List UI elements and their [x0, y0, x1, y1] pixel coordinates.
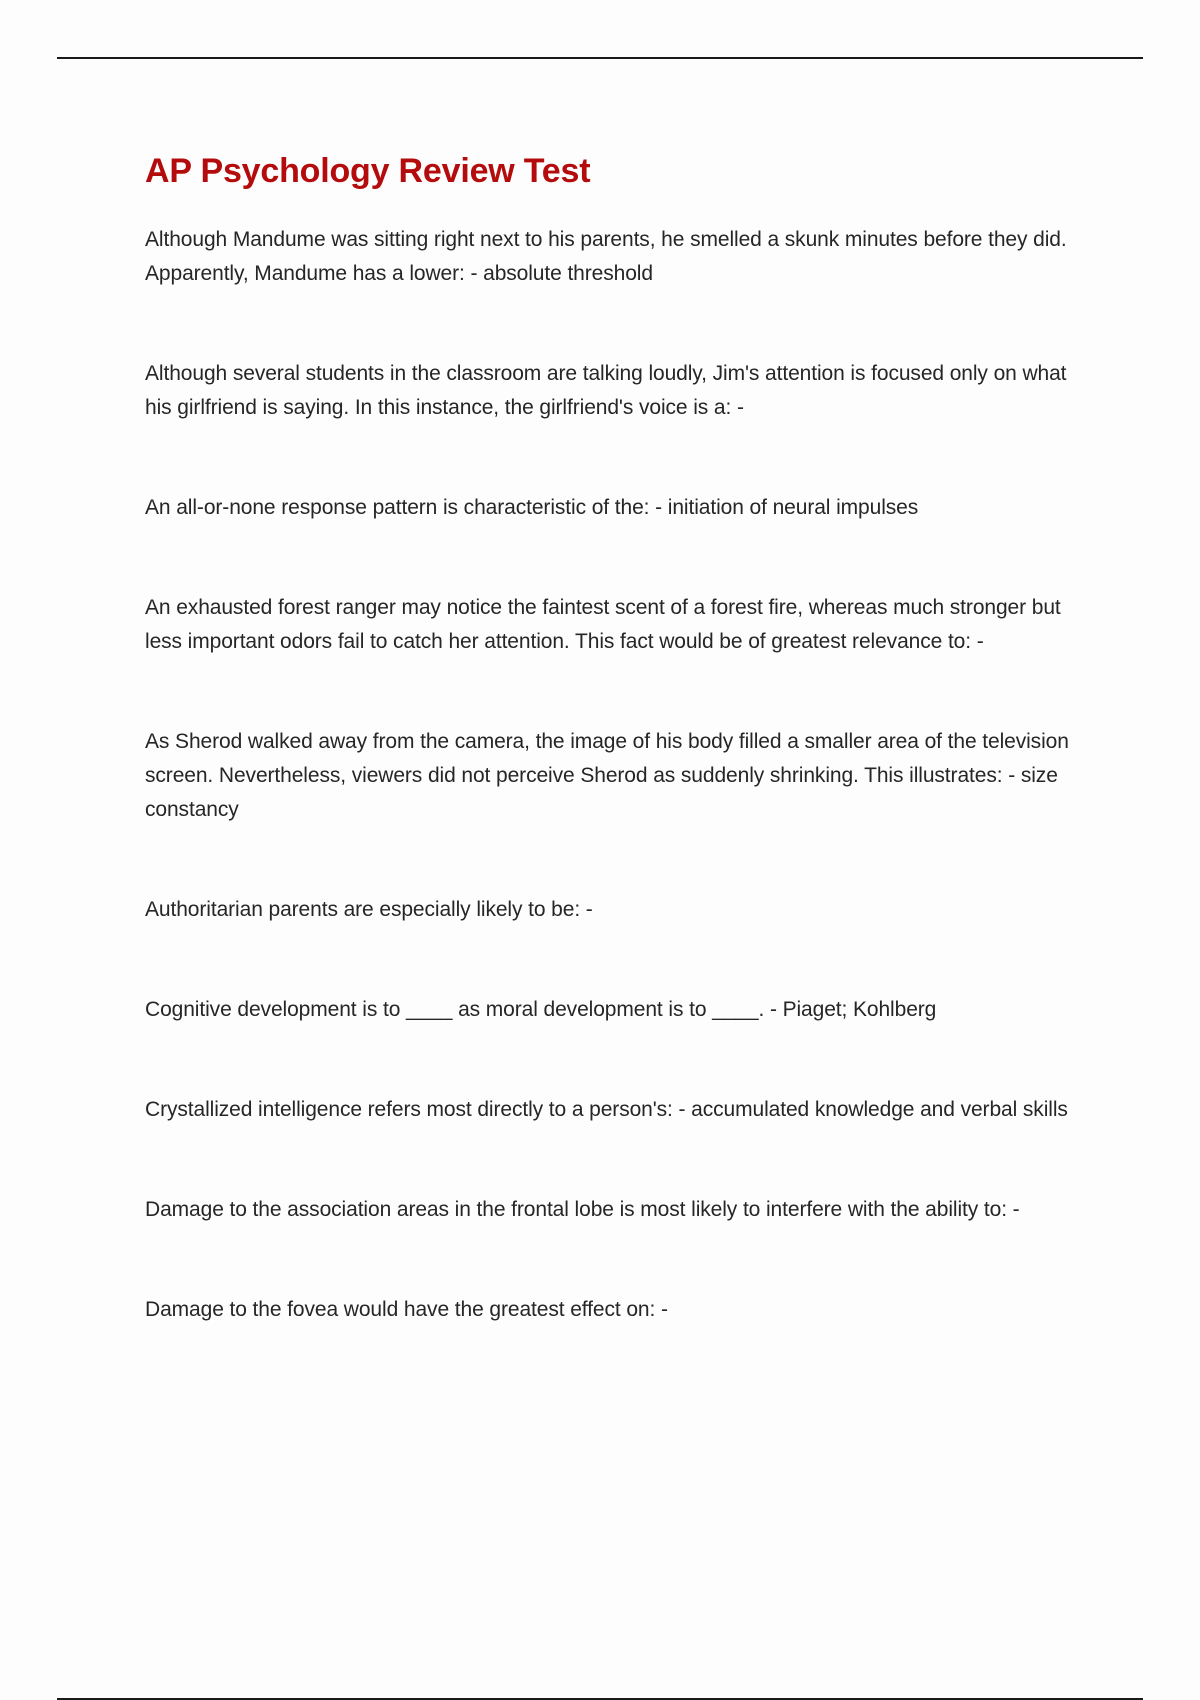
document-title: AP Psychology Review Test [145, 152, 591, 190]
question-item-3: An all-or-none response pattern is characteristic of the: - initiation of neural impulses [145, 496, 919, 519]
question-item-2: Although several students in the classroom are talking loudly, Jim's attention is focused only on what his girlfriend is saying. In this instance, the girlfriend's voice is a: - [145, 362, 1067, 419]
top-rule [57, 57, 1143, 59]
question-item-5: As Sherod walked away from the camera, the image of his body filled a smaller area of the television screen. Nevertheless, viewers did not perceive Sherod as suddenly shrinking. This illustrates: - size constancy [145, 730, 1069, 821]
question-item-10: Damage to the fovea would have the greatest effect on: - [145, 1298, 668, 1321]
question-item-1: Although Mandume was sitting right next to his parents, he smelled a skunk minutes before they did. Apparently, Mandume has a lower: - absolute threshold [145, 228, 1067, 285]
document-content [145, 145, 1090, 1393]
question-item-8: Crystallized intelligence refers most directly to a person's: - accumulated knowledge and verbal skills [145, 1098, 1068, 1121]
question-list [145, 223, 1090, 1327]
question-item-9: Damage to the association areas in the frontal lobe is most likely to interfere with the ability to: - [145, 1198, 1020, 1221]
question-item-4: An exhausted forest ranger may notice the faintest scent of a forest fire, whereas much stronger but less important odors fail to catch her attention. This fact would be of greatest relevance to: - [145, 596, 1061, 653]
question-item-6: Authoritarian parents are especially likely to be: - [145, 898, 593, 921]
question-item-7: Cognitive development is to ____ as moral development is to ____. - Piaget; Kohlberg [145, 998, 937, 1021]
